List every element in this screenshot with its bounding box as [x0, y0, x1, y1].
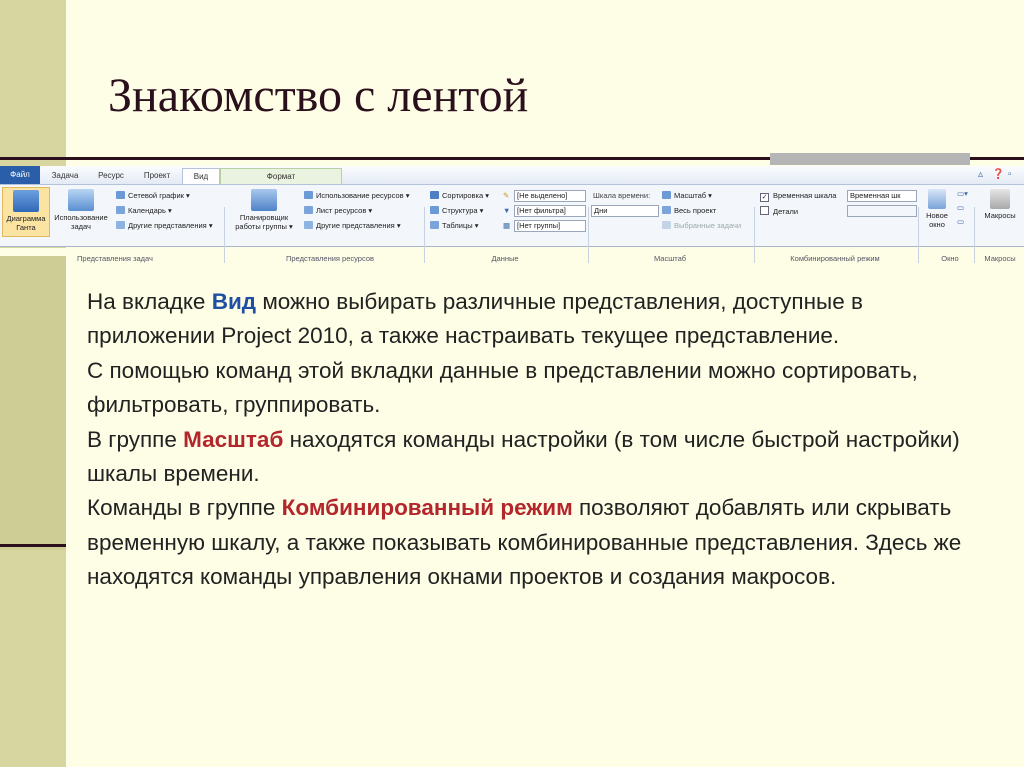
- highlight-icon: ✎: [503, 191, 510, 200]
- group-by-select[interactable]: [Нет группы]: [514, 220, 586, 232]
- task-usage-button[interactable]: Использование задач: [50, 189, 112, 231]
- calendar-button[interactable]: Календарь ▾: [116, 206, 172, 216]
- paragraph-view-tab: На вкладке Вид можно выбирать различные представления, доступные в приложении Project 2010, а также настраивать текущее представление.: [87, 289, 863, 349]
- slide-body: [87, 285, 987, 595]
- group-separator: [224, 207, 225, 263]
- timescale-label: Шкала времени:: [593, 191, 651, 200]
- outline-button[interactable]: Структура ▾: [430, 206, 483, 216]
- group-separator: [588, 207, 589, 263]
- selected-tasks-button[interactable]: Выбранные задачи: [662, 221, 741, 231]
- ribbon-screenshot: [0, 166, 1024, 263]
- tab-resource[interactable]: Ресурс: [98, 171, 124, 180]
- group-label-split-view: Комбинированный режим: [790, 254, 880, 263]
- checkbox-empty-icon: [760, 206, 769, 215]
- checkbox-checked-icon: ✓: [761, 194, 768, 201]
- ribbon-body: [0, 185, 1024, 263]
- group-separator: [974, 207, 975, 263]
- minimize-ribbon-icon[interactable]: ▵: [978, 169, 984, 180]
- other-task-views-button[interactable]: Другие представления ▾: [116, 221, 213, 231]
- gantt-chart-button[interactable]: Диаграмма Ганта: [2, 187, 50, 237]
- zoom-button[interactable]: Масштаб ▾: [662, 191, 712, 201]
- group-label-window: Окно: [941, 254, 959, 263]
- highlight-zoom: Масштаб: [183, 426, 284, 452]
- paragraph-zoom-group: В группе Масштаб находятся команды настройки (в том числе быстрой настройки) шкалы времени.: [87, 426, 960, 487]
- resource-sheet-icon: [304, 206, 313, 214]
- ribbon-tab-bar: [0, 166, 1024, 185]
- macros-button[interactable]: Макросы: [978, 189, 1022, 220]
- highlight-view: Вид: [211, 289, 257, 314]
- outline-icon: [430, 206, 439, 214]
- filter-select[interactable]: [Нет фильтра]: [514, 205, 586, 217]
- selected-tasks-icon: [662, 221, 671, 229]
- sort-icon: [430, 191, 439, 199]
- resource-sheet-button[interactable]: Лист ресурсов ▾: [304, 206, 372, 216]
- tab-task[interactable]: Задача: [51, 171, 79, 180]
- highlight-select[interactable]: [Не выделено]: [514, 190, 586, 202]
- network-diagram-button[interactable]: Сетевой график ▾: [116, 191, 190, 201]
- slide-title: Знакомство с лентой: [108, 69, 529, 122]
- tab-view[interactable]: Вид: [182, 168, 220, 184]
- zoom-icon: [662, 191, 671, 199]
- other-resource-views-button[interactable]: Другие представления ▾: [304, 221, 401, 231]
- resource-usage-icon: [304, 191, 313, 199]
- details-view-select[interactable]: [847, 205, 917, 217]
- new-window-icon: [928, 189, 946, 209]
- side-decoration-lower: [0, 248, 66, 550]
- sort-button[interactable]: Сортировка ▾: [430, 191, 489, 201]
- task-usage-icon: [68, 189, 94, 211]
- tab-format[interactable]: Формат: [220, 168, 342, 184]
- accent-block: [770, 153, 970, 165]
- entire-project-icon: [662, 206, 671, 214]
- tables-icon: [430, 221, 439, 229]
- timeline-checkbox[interactable]: ✓ Временная шкала: [761, 191, 837, 201]
- group-separator: [424, 207, 425, 263]
- group-label-resource-views: Представления ресурсов: [286, 254, 374, 263]
- team-planner-button[interactable]: Планировщик работы группы ▾: [228, 189, 300, 231]
- macros-icon: [990, 189, 1010, 209]
- paragraph-sort-filter: С помощью команд этой вкладки данные в представлении можно сортировать, фильтровать, группировать.: [87, 357, 918, 418]
- calendar-icon: [116, 206, 125, 214]
- entire-project-button[interactable]: Весь проект: [662, 206, 716, 216]
- other-views-icon: [116, 221, 125, 229]
- other-views-icon: [304, 221, 313, 229]
- group-separator: [754, 207, 755, 263]
- tab-project[interactable]: Проект: [143, 171, 171, 180]
- resource-usage-button[interactable]: Использование ресурсов ▾: [304, 191, 409, 201]
- group-by-icon: ▦: [503, 221, 511, 230]
- group-label-data: Данные: [491, 254, 519, 263]
- network-diagram-icon: [116, 191, 125, 199]
- side-decoration-gap: [0, 248, 66, 256]
- group-label-macros: Макросы: [984, 254, 1016, 263]
- help-icon[interactable]: ❓: [992, 169, 1005, 180]
- filter-icon: ▼: [503, 206, 511, 215]
- tables-button[interactable]: Таблицы ▾: [430, 221, 479, 231]
- group-label-zoom: Масштаб: [653, 254, 687, 263]
- paragraph-split-view: Команды в группе Комбинированный режим позволяют добавлять или скрывать временную шкалу, а также показывать комбинированные представления. Здесь же находятся команды управления окнами проектов и создания макросов.: [87, 495, 962, 590]
- side-divider-line: [0, 544, 66, 547]
- restore-window-icon[interactable]: ▫: [1008, 169, 1012, 180]
- hide-window-icon[interactable]: ▭: [957, 217, 965, 226]
- timeline-view-select[interactable]: Временная шк: [847, 190, 917, 202]
- details-checkbox[interactable]: Детали: [760, 206, 798, 217]
- group-separator: [918, 207, 919, 263]
- timescale-select[interactable]: Дни: [591, 205, 659, 217]
- team-planner-icon: [251, 189, 277, 211]
- new-window-button[interactable]: Новое окно: [920, 189, 954, 229]
- gantt-chart-icon: [13, 190, 39, 212]
- tab-file[interactable]: Файл: [0, 166, 40, 184]
- highlight-split-view: Комбинированный режим: [281, 495, 573, 521]
- switch-windows-icon[interactable]: ▭▾: [957, 189, 968, 198]
- arrange-all-icon[interactable]: ▭: [957, 203, 965, 212]
- group-label-task-views: Представления задач: [77, 254, 153, 263]
